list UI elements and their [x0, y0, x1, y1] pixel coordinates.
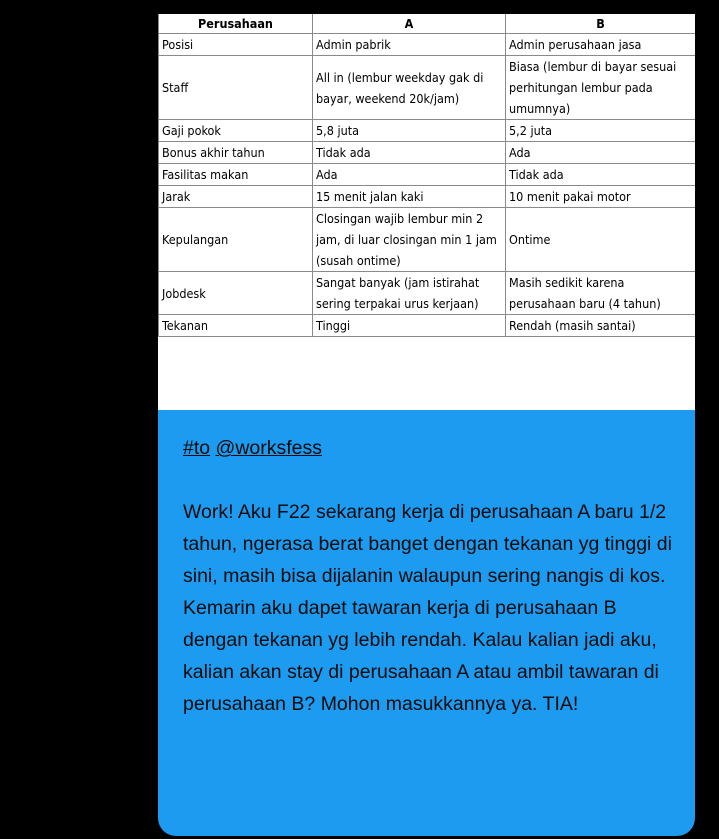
- table-row: [159, 56, 696, 120]
- row-label: Jobdesk: [159, 272, 313, 315]
- cell-b: Ada: [506, 142, 696, 164]
- cell-a: 15 menit jalan kaki: [313, 186, 506, 208]
- table-row: [159, 272, 696, 315]
- row-label: Staff: [159, 56, 313, 120]
- row-label: Posisi: [159, 34, 313, 56]
- row-label: Kepulangan: [159, 208, 313, 272]
- comparison-table-image[interactable]: [158, 14, 695, 410]
- tweet-text: [183, 432, 673, 720]
- cell-b: Biasa (lembur di bayar sesuai perhitungan lembur pada umumnya): [506, 56, 696, 120]
- cell-a: Tidak ada: [313, 142, 506, 164]
- cell-b: Masih sedikit karena perusahaan baru (4 tahun): [506, 272, 696, 315]
- cell-b: Rendah (masih santai): [506, 315, 696, 337]
- row-label: Bonus akhir tahun: [159, 142, 313, 164]
- table-row: [159, 164, 696, 186]
- cell-b: Admin perusahaan jasa: [506, 34, 696, 56]
- table-row: [159, 315, 696, 337]
- row-label: Gaji pokok: [159, 120, 313, 142]
- table-row: [159, 120, 696, 142]
- comparison-table: [158, 14, 695, 337]
- screen-edge: [695, 14, 701, 836]
- cell-a: Admin pabrik: [313, 34, 506, 56]
- row-label: Fasilitas makan: [159, 164, 313, 186]
- tweet-body: Work! Aku F22 sekarang kerja di perusahaan A baru 1/2 tahun, ngerasa berat banget dengan tekanan yg tinggi di sini, masih bisa dijalanin walaupun sering nangis di kos. Kemarin aku dapet tawaran kerja di perusahaan B dengan tekanan yg lebih rendah. Kalau kalian jadi aku, kalian akan stay di perusahaan A atau ambil tawaran di perusahaan B? Mohon masukkannya ya. TIA!: [183, 501, 672, 715]
- tweet-card: [158, 14, 695, 836]
- cell-a: Closingan wajib lembur min 2 jam, di luar closingan min 1 jam (susah ontime): [313, 208, 506, 272]
- cell-a: 5,8 juta: [313, 120, 506, 142]
- cell-a: All in (lembur weekday gak di bayar, weekend 20k/jam): [313, 56, 506, 120]
- cell-b: 10 menit pakai motor: [506, 186, 696, 208]
- cell-a: Ada: [313, 164, 506, 186]
- mention-link[interactable]: @worksfess: [215, 437, 323, 459]
- cell-b: Ontime: [506, 208, 696, 272]
- table-row: [159, 142, 696, 164]
- cell-b: Tidak ada: [506, 164, 696, 186]
- table-header-row: [159, 14, 696, 34]
- cell-a: Sangat banyak (jam istirahat sering terpakai urus kerjaan): [313, 272, 506, 315]
- cell-a: Tinggi: [313, 315, 506, 337]
- table-row: [159, 208, 696, 272]
- header-a: A: [313, 14, 506, 34]
- table-row: [159, 34, 696, 56]
- hashtag-link[interactable]: #to: [183, 437, 211, 459]
- header-b: B: [506, 14, 696, 34]
- row-label: Tekanan: [159, 315, 313, 337]
- tweet-tags: [183, 432, 673, 464]
- header-perusahaan: Perusahaan: [159, 14, 313, 34]
- row-label: Jarak: [159, 186, 313, 208]
- cell-b: 5,2 juta: [506, 120, 696, 142]
- table-row: [159, 186, 696, 208]
